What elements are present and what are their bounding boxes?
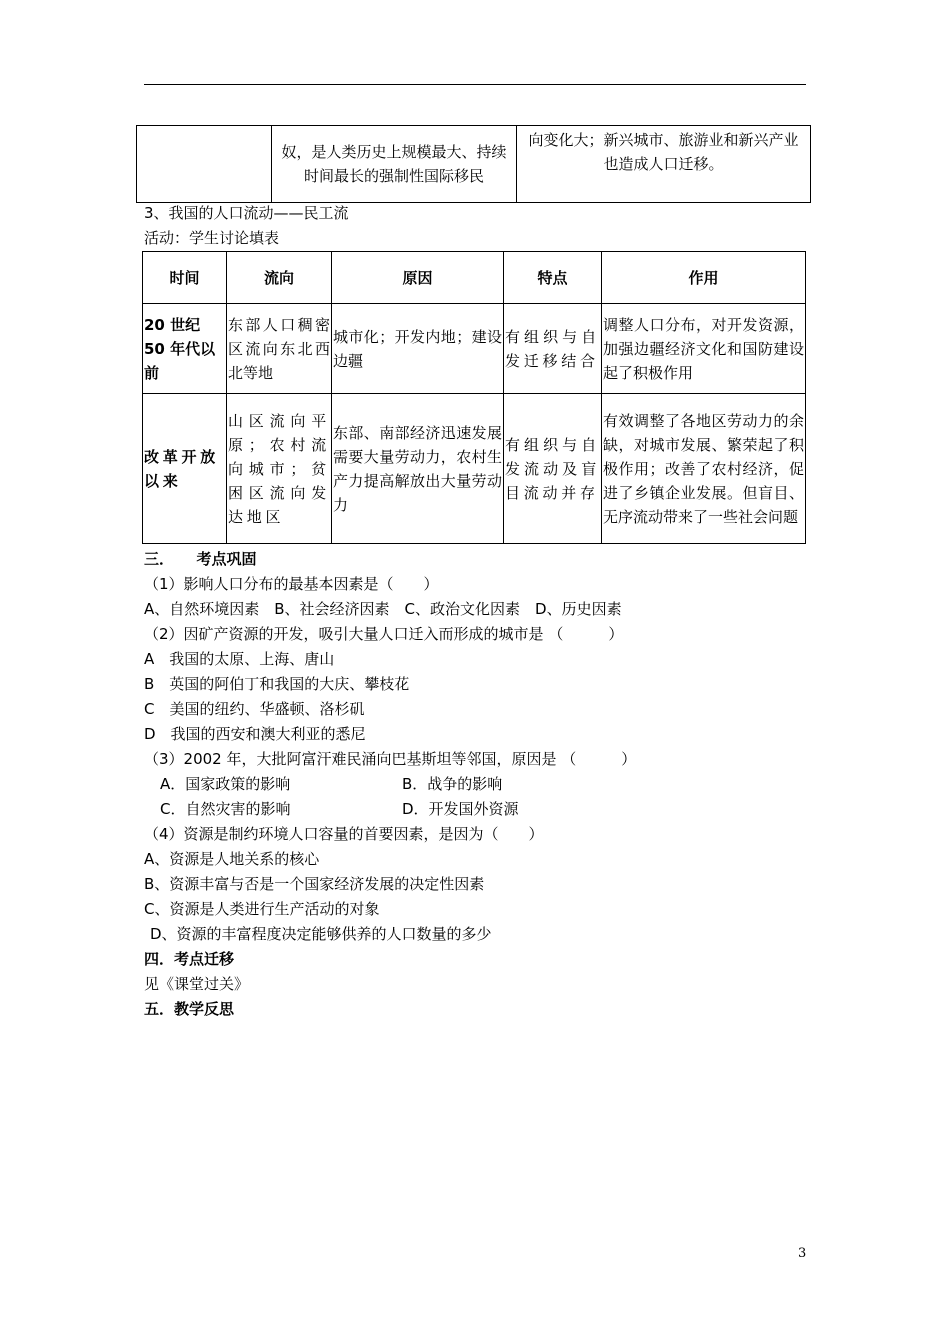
section-heading: 五．教学反思: [144, 1000, 235, 1018]
table-cell: 向变化大；新兴城市、旅游业和新兴产业也造成人口迁移。: [517, 126, 811, 203]
question-3: （3）2002 年，大批阿富汗难民涌向巴基斯坦等邻国，原因是 （ ）: [144, 750, 637, 768]
question-2-option-a: A 我国的太原、上海、唐山: [144, 650, 335, 668]
continued-table: [136, 125, 811, 203]
activity-label: 活动：学生讨论填表: [144, 229, 280, 247]
table-cell: 改革开放以来: [143, 394, 227, 544]
section-text: 见《课堂过关》: [144, 975, 250, 993]
table-cell: 东部、南部经济迅速发展需要大量劳动力，农村生产力提高解放出大量劳动力: [332, 394, 504, 544]
header-time: 时间: [143, 252, 227, 304]
table-cell: 有效调整了各地区劳动力的余缺，对城市发展、繁荣起了积极作用；改善了农村经济，促进了乡镇企业发展。但盲目、无序流动带来了一些社会问题: [602, 394, 806, 544]
table-cell: 20 世纪 50 年代以前: [143, 304, 227, 394]
section-heading: 四．考点迁移: [144, 950, 235, 968]
question-3-option-b: B．战争的影响: [402, 775, 503, 793]
table-row: [143, 304, 806, 394]
question-4-option-a: A、资源是人地关系的核心: [144, 850, 320, 868]
header-rule: [144, 84, 806, 85]
header-direction: 流向: [227, 252, 332, 304]
question-3-option-d: D．开发国外资源: [402, 800, 519, 818]
table-cell: 奴，是人类历史上规模最大、持续时间最长的强制性国际移民: [272, 126, 517, 203]
question-4-option-d: D、资源的丰富程度决定能够供养的人口数量的多少: [150, 925, 492, 943]
table-cell: 有组织与自发迁移结合: [504, 304, 602, 394]
table-cell: 东部人口稠密区流向东北西北等地: [227, 304, 332, 394]
question-2-option-c: C 美国的纽约、华盛顿、洛杉矶: [144, 700, 365, 718]
table-cell: 调整人口分布，对开发资源，加强边疆经济文化和国防建设起了积极作用: [602, 304, 806, 394]
table-row: [137, 126, 811, 203]
header-feature: 特点: [504, 252, 602, 304]
section-heading: 三． 考点巩固: [144, 550, 257, 568]
question-3-option-c: C．自然灾害的影响: [160, 800, 291, 818]
table-cell: 有组织与自发流动及盲目流动并存: [504, 394, 602, 544]
header-effect: 作用: [602, 252, 806, 304]
table-cell: 山区流向平原；农村流向城市；贫困区流向发达地区: [227, 394, 332, 544]
question-4-option-c: C、资源是人类进行生产活动的对象: [144, 900, 380, 918]
table-row: [143, 394, 806, 544]
migration-table: [142, 251, 806, 544]
question-2: （2）因矿产资源的开发，吸引大量人口迁入而形成的城市是 （ ）: [144, 625, 624, 643]
question-4-option-b: B、资源丰富与否是一个国家经济发展的决定性因素: [144, 875, 485, 893]
question-2-option-d: D 我国的西安和澳大利亚的悉尼: [144, 725, 366, 743]
table-cell: [137, 126, 272, 203]
question-3-option-a: A．国家政策的影响: [160, 775, 291, 793]
header-reason: 原因: [332, 252, 504, 304]
question-1: （1）影响人口分布的最基本因素是（ ）: [144, 575, 439, 593]
question-1-options: A、自然环境因素 B、社会经济因素 C、政治文化因素 D、历史因素: [144, 600, 622, 618]
table-cell: 城市化；开发内地；建设边疆: [332, 304, 504, 394]
question-4: （4）资源是制约环境人口容量的首要因素，是因为（ ）: [144, 825, 544, 843]
page-number: 3: [798, 1246, 807, 1261]
section-title: 3、我国的人口流动——民工流: [144, 204, 349, 222]
question-2-option-b: B 英国的阿伯丁和我国的大庆、攀枝花: [144, 675, 410, 693]
table-header-row: [143, 252, 806, 304]
